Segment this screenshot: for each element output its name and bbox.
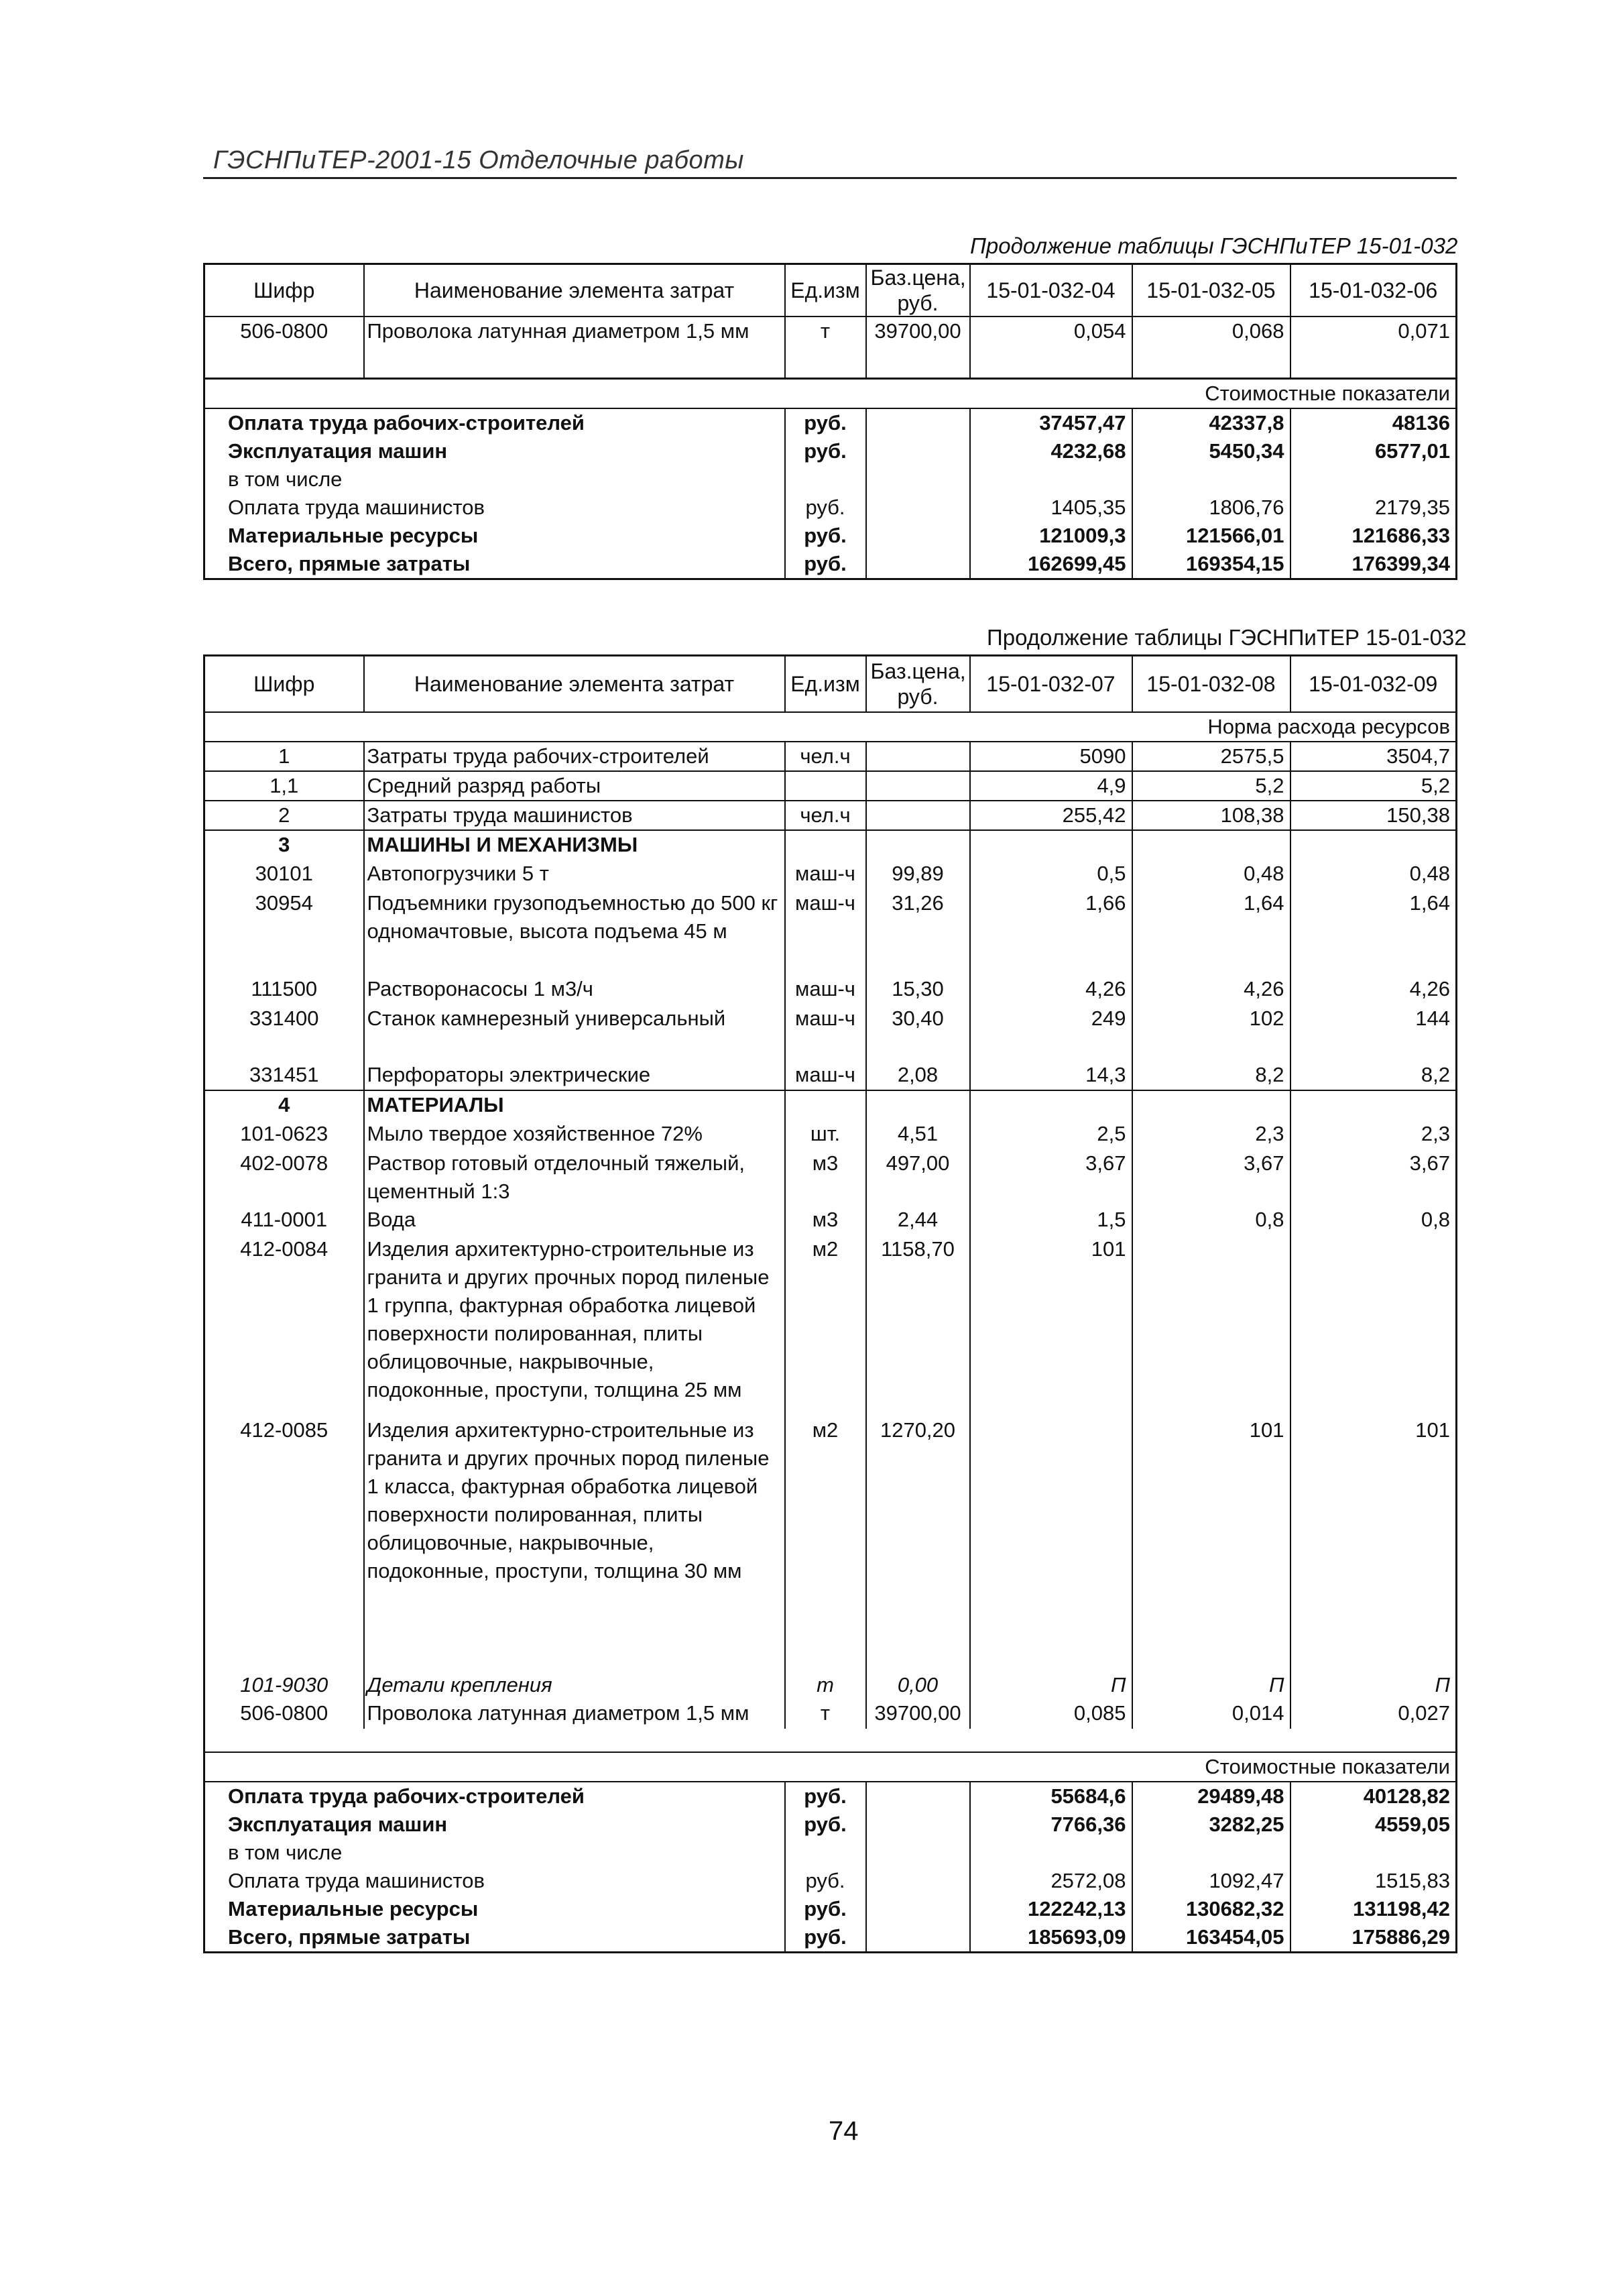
row-v3: 5,2: [1290, 771, 1457, 801]
row-v1: [970, 830, 1132, 860]
row-v1: 162699,45: [970, 550, 1132, 579]
row-code: 412-0085: [204, 1416, 364, 1617]
table-row: [204, 1895, 1457, 1923]
row-v1: 4,26: [970, 975, 1132, 1005]
table2-header-row: [204, 656, 1457, 712]
row-v1: 249: [970, 1005, 1132, 1034]
gap-cell: [1132, 1034, 1290, 1061]
row-unit: м3: [785, 1206, 866, 1235]
row-name: Вода: [364, 1206, 785, 1235]
row-v2: 1092,47: [1132, 1867, 1290, 1895]
table-row: [204, 1923, 1457, 1953]
row-v2: 108,38: [1132, 801, 1290, 830]
row-v2: 3282,25: [1132, 1811, 1290, 1839]
row-v2: 0,014: [1132, 1699, 1290, 1729]
row-name: в том числе: [204, 465, 785, 494]
row-v3: 0,48: [1290, 860, 1457, 889]
row-v3: [1290, 1839, 1457, 1867]
row-v1: 0,054: [970, 317, 1132, 378]
row-v1: 185693,09: [970, 1923, 1132, 1953]
row-code: 111500: [204, 975, 364, 1005]
row-v1: 2,5: [970, 1120, 1132, 1149]
row-name: Оплата труда машинистов: [204, 1867, 785, 1895]
gap-cell: [1290, 1034, 1457, 1061]
table-row: [204, 1416, 1457, 1617]
gap-cell: [1290, 948, 1457, 975]
table-row: [204, 437, 1457, 465]
table-row: [204, 1839, 1457, 1867]
row-v3: 131198,42: [1290, 1895, 1457, 1923]
row-unit: руб.: [785, 1923, 866, 1953]
row-v1: 0,085: [970, 1699, 1132, 1729]
row-code: 506-0800: [204, 317, 364, 378]
row-v2: 4,26: [1132, 975, 1290, 1005]
row-v3: [1290, 1090, 1457, 1120]
row-unit: руб.: [785, 550, 866, 579]
table-row: [204, 889, 1457, 948]
row-v1: 0,5: [970, 860, 1132, 889]
row-name: Изделия архитектурно-строительные из гранита и других прочных пород пиленые 1 класса, фактурная обработка лицевой поверхности полированная, плиты облицовочные, накрывочные, подоконные, проступи, толщина 30 мм: [364, 1416, 785, 1617]
row-code: 4: [204, 1090, 364, 1120]
table-row: [204, 830, 1457, 860]
empty-cell: [866, 1923, 970, 1953]
row-price: [866, 771, 970, 801]
row-v2: [1132, 830, 1290, 860]
row-code: 2: [204, 801, 364, 830]
col-header-v1: 15-01-032-07: [970, 656, 1132, 712]
table-row: [204, 1120, 1457, 1149]
row-v3: 144: [1290, 1005, 1457, 1034]
row-unit: маш-ч: [785, 1005, 866, 1034]
row-v1: П: [970, 1671, 1132, 1699]
row-name: Затраты труда машинистов: [364, 801, 785, 830]
table2: [203, 654, 1457, 1953]
col-header-unit: Ед.изм: [785, 656, 866, 712]
row-v1: 255,42: [970, 801, 1132, 830]
row-price: [866, 1090, 970, 1120]
row-v3: 0,027: [1290, 1699, 1457, 1729]
row-v1: 101: [970, 1235, 1132, 1416]
row-code: 1: [204, 742, 364, 771]
row-name: Растворонасосы 1 м3/ч: [364, 975, 785, 1005]
col-header-name: Наименование элемента затрат: [364, 264, 785, 317]
row-v2: 101: [1132, 1416, 1290, 1617]
row-name: в том числе: [204, 1839, 785, 1867]
page-number: 74: [829, 2116, 859, 2146]
table-row: [204, 1061, 1457, 1090]
row-v1: 121009,3: [970, 522, 1132, 550]
row-v3: 2,3: [1290, 1120, 1457, 1149]
row-v2: 5450,34: [1132, 437, 1290, 465]
gap-cell: [364, 948, 785, 975]
row-v3: [1290, 1235, 1457, 1416]
row-code: 3: [204, 830, 364, 860]
row-v1: 55684,6: [970, 1782, 1132, 1811]
row-v2: 2,3: [1132, 1120, 1290, 1149]
spacer-cell: [204, 1729, 1457, 1752]
row-unit: [785, 1839, 866, 1867]
row-v2: 121566,01: [1132, 522, 1290, 550]
row-code: 1,1: [204, 771, 364, 801]
section-label: Норма расхода ресурсов: [204, 712, 1457, 742]
table-row: [204, 742, 1457, 771]
row-unit: м2: [785, 1416, 866, 1617]
row-code: 506-0800: [204, 1699, 364, 1729]
row-v1: 14,3: [970, 1061, 1132, 1090]
row-v1: 1405,35: [970, 494, 1132, 522]
row-unit: руб.: [785, 1782, 866, 1811]
row-unit: м2: [785, 1235, 866, 1416]
row-unit: т: [785, 1699, 866, 1729]
gap-cell: [204, 1034, 364, 1061]
table1: [203, 263, 1457, 580]
table-row: [204, 860, 1457, 889]
row-code: 331400: [204, 1005, 364, 1034]
gap-cell: [785, 948, 866, 975]
row-unit: маш-ч: [785, 975, 866, 1005]
row-name: Мыло твердое хозяйственное 72%: [364, 1120, 785, 1149]
row-v3: 0,071: [1290, 317, 1457, 378]
table-row: [204, 522, 1457, 550]
row-price: [866, 830, 970, 860]
gap-cell: [866, 1034, 970, 1061]
row-unit: т: [785, 1671, 866, 1699]
row-v2: 0,48: [1132, 860, 1290, 889]
row-v2: [1132, 1235, 1290, 1416]
row-name: Детали крепления: [364, 1671, 785, 1699]
row-unit: чел.ч: [785, 742, 866, 771]
row-v3: 4559,05: [1290, 1811, 1457, 1839]
section-row: [204, 712, 1457, 742]
gap-cell: [204, 948, 364, 975]
row-name: Подъемники грузоподъемностью до 500 кг одномачтовые, высота подъема 45 м: [364, 889, 785, 948]
col-header-price: Баз.цена, руб.: [866, 264, 970, 317]
table-row: [204, 408, 1457, 437]
table1-header-row: [204, 264, 1457, 317]
row-v2: 1,64: [1132, 889, 1290, 948]
row-v3: 3,67: [1290, 1149, 1457, 1206]
empty-cell: [866, 1811, 970, 1839]
table-row: [204, 494, 1457, 522]
section-row: [204, 378, 1457, 408]
row-v2: [1132, 1839, 1290, 1867]
row-code: 30954: [204, 889, 364, 948]
row-unit: руб.: [785, 522, 866, 550]
row-price: [866, 742, 970, 771]
table-row: [204, 1699, 1457, 1729]
row-unit: [785, 465, 866, 494]
row-v3: 0,8: [1290, 1206, 1457, 1235]
row-price: [866, 801, 970, 830]
col-header-v2: 15-01-032-05: [1132, 264, 1290, 317]
row-v1: 1,66: [970, 889, 1132, 948]
row-name: Средний разряд работы: [364, 771, 785, 801]
running-header: ГЭСНПиТЕР-2001-15 Отделочные работы: [213, 146, 744, 174]
row-name: Материальные ресурсы: [204, 522, 785, 550]
row-name: МАТЕРИАЛЫ: [364, 1090, 785, 1120]
table-row: [204, 1005, 1457, 1034]
row-v3: 2179,35: [1290, 494, 1457, 522]
row-unit: [785, 830, 866, 860]
row-name: Проволока латунная диаметром 1,5 мм: [364, 317, 785, 378]
row-v1: 2572,08: [970, 1867, 1132, 1895]
section-label: Стоимостные показатели: [204, 378, 1457, 408]
row-v3: 48136: [1290, 408, 1457, 437]
row-v2: 130682,32: [1132, 1895, 1290, 1923]
row-code: 101-0623: [204, 1120, 364, 1149]
row-v3: 101: [1290, 1416, 1457, 1617]
row-v2: 163454,05: [1132, 1923, 1290, 1953]
empty-cell: [866, 1839, 970, 1867]
table-row: [204, 1235, 1457, 1416]
row-unit: чел.ч: [785, 801, 866, 830]
row-v3: 150,38: [1290, 801, 1457, 830]
row-v1: 4,9: [970, 771, 1132, 801]
row-price: 1158,70: [866, 1235, 970, 1416]
empty-cell: [866, 408, 970, 437]
table-row: [204, 801, 1457, 830]
row-name: Оплата труда рабочих-строителей: [204, 1782, 785, 1811]
table-row: [204, 1206, 1457, 1235]
gap-cell: [785, 1617, 866, 1671]
row-name: Оплата труда машинистов: [204, 494, 785, 522]
row-v1: [970, 1416, 1132, 1617]
row-price: 0,00: [866, 1671, 970, 1699]
row-unit: руб.: [785, 1895, 866, 1923]
row-price: 39700,00: [866, 1699, 970, 1729]
row-v2: 5,2: [1132, 771, 1290, 801]
table-row: [204, 550, 1457, 579]
empty-cell: [866, 522, 970, 550]
table-row: [204, 1867, 1457, 1895]
gap-cell: [1132, 1617, 1290, 1671]
table2-caption: Продолжение таблицы ГЭСНПиТЕР 15-01-032: [987, 625, 1467, 650]
cost-section-label: Стоимостные показатели: [204, 1752, 1457, 1782]
row-unit: шт.: [785, 1120, 866, 1149]
row-name: Всего, прямые затраты: [204, 550, 785, 579]
row-unit: маш-ч: [785, 860, 866, 889]
row-v1: [970, 465, 1132, 494]
row-v1: 3,67: [970, 1149, 1132, 1206]
gap-cell: [204, 1617, 364, 1671]
row-v2: 0,068: [1132, 317, 1290, 378]
row-price: 2,44: [866, 1206, 970, 1235]
row-v1: 122242,13: [970, 1895, 1132, 1923]
row-v1: 7766,36: [970, 1811, 1132, 1839]
col-header-v1: 15-01-032-04: [970, 264, 1132, 317]
row-name: Станок камнерезный универсальный: [364, 1005, 785, 1034]
row-name: Изделия архитектурно-строительные из гранита и других прочных пород пиленые 1 группа, фактурная обработка лицевой поверхности полированная, плиты облицовочные, накрывочные, подоконные, проступи, толщина 25 мм: [364, 1235, 785, 1416]
row-name: Раствор готовый отделочный тяжелый, цементный 1:3: [364, 1149, 785, 1206]
gap-cell: [785, 1034, 866, 1061]
row-name: Эксплуатация машин: [204, 437, 785, 465]
table-row: [204, 1671, 1457, 1699]
row-v2: 29489,48: [1132, 1782, 1290, 1811]
row-price: 39700,00: [866, 317, 970, 378]
col-header-v2: 15-01-032-08: [1132, 656, 1290, 712]
row-price: 15,30: [866, 975, 970, 1005]
row-name: Проволока латунная диаметром 1,5 мм: [364, 1699, 785, 1729]
header-rule: [203, 177, 1457, 179]
row-price: 1270,20: [866, 1416, 970, 1617]
row-price: 2,08: [866, 1061, 970, 1090]
row-v2: 2575,5: [1132, 742, 1290, 771]
gap-cell: [866, 1617, 970, 1671]
row-v3: 4,26: [1290, 975, 1457, 1005]
gap-row: [204, 1034, 1457, 1061]
row-v2: 169354,15: [1132, 550, 1290, 579]
row-unit: руб.: [785, 494, 866, 522]
row-v2: 0,8: [1132, 1206, 1290, 1235]
row-v1: 37457,47: [970, 408, 1132, 437]
table-row: [204, 1811, 1457, 1839]
row-unit: маш-ч: [785, 889, 866, 948]
table1-caption: Продолжение таблицы ГЭСНПиТЕР 15-01-032: [970, 233, 1458, 258]
row-v2: 42337,8: [1132, 408, 1290, 437]
gap-cell: [364, 1617, 785, 1671]
row-v2: 102: [1132, 1005, 1290, 1034]
spacer-row: [204, 1729, 1457, 1752]
gap-row: [204, 948, 1457, 975]
row-unit: руб.: [785, 1811, 866, 1839]
row-name: Автопогрузчики 5 т: [364, 860, 785, 889]
row-code: 412-0084: [204, 1235, 364, 1416]
col-header-price: Баз.цена, руб.: [866, 656, 970, 712]
row-v1: 4232,68: [970, 437, 1132, 465]
row-price: 30,40: [866, 1005, 970, 1034]
col-header-code: Шифр: [204, 656, 364, 712]
row-v3: 6577,01: [1290, 437, 1457, 465]
gap-row: [204, 1617, 1457, 1671]
empty-cell: [866, 1867, 970, 1895]
row-v1: 5090: [970, 742, 1132, 771]
empty-cell: [866, 550, 970, 579]
row-v3: П: [1290, 1671, 1457, 1699]
gap-cell: [364, 1034, 785, 1061]
table-row: [204, 317, 1457, 378]
row-v2: [1132, 465, 1290, 494]
row-v3: 40128,82: [1290, 1782, 1457, 1811]
row-v3: [1290, 465, 1457, 494]
col-header-code: Шифр: [204, 264, 364, 317]
row-code: 101-9030: [204, 1671, 364, 1699]
row-unit: руб.: [785, 1867, 866, 1895]
row-v3: 176399,34: [1290, 550, 1457, 579]
row-unit: руб.: [785, 437, 866, 465]
row-unit: [785, 1090, 866, 1120]
table-row: [204, 465, 1457, 494]
col-header-v3: 15-01-032-06: [1290, 264, 1457, 317]
row-name: Материальные ресурсы: [204, 1895, 785, 1923]
row-code: 402-0078: [204, 1149, 364, 1206]
table-row: [204, 975, 1457, 1005]
table-row: [204, 1149, 1457, 1206]
row-name: Затраты труда рабочих-строителей: [364, 742, 785, 771]
row-unit: руб.: [785, 408, 866, 437]
gap-cell: [1132, 948, 1290, 975]
row-v1: [970, 1839, 1132, 1867]
col-header-v3: 15-01-032-09: [1290, 656, 1457, 712]
section-row: [204, 1752, 1457, 1782]
empty-cell: [866, 1895, 970, 1923]
table-row: [204, 1090, 1457, 1120]
empty-cell: [866, 437, 970, 465]
row-v2: 3,67: [1132, 1149, 1290, 1206]
row-v2: П: [1132, 1671, 1290, 1699]
row-v3: [1290, 830, 1457, 860]
row-unit: [785, 771, 866, 801]
row-name: Перфораторы электрические: [364, 1061, 785, 1090]
gap-cell: [970, 948, 1132, 975]
row-name: Всего, прямые затраты: [204, 1923, 785, 1953]
row-v2: [1132, 1090, 1290, 1120]
empty-cell: [866, 494, 970, 522]
row-name: Эксплуатация машин: [204, 1811, 785, 1839]
row-price: 31,26: [866, 889, 970, 948]
table-row: [204, 771, 1457, 801]
row-code: 411-0001: [204, 1206, 364, 1235]
row-code: 30101: [204, 860, 364, 889]
row-price: 99,89: [866, 860, 970, 889]
row-price: 4,51: [866, 1120, 970, 1149]
row-v3: 1515,83: [1290, 1867, 1457, 1895]
row-v3: 121686,33: [1290, 522, 1457, 550]
row-unit: м3: [785, 1149, 866, 1206]
col-header-unit: Ед.изм: [785, 264, 866, 317]
row-name: МАШИНЫ И МЕХАНИЗМЫ: [364, 830, 785, 860]
row-unit: т: [785, 317, 866, 378]
row-name: Оплата труда рабочих-строителей: [204, 408, 785, 437]
row-unit: маш-ч: [785, 1061, 866, 1090]
empty-cell: [866, 1782, 970, 1811]
gap-cell: [866, 948, 970, 975]
empty-cell: [866, 465, 970, 494]
table-row: [204, 1782, 1457, 1811]
col-header-name: Наименование элемента затрат: [364, 656, 785, 712]
gap-cell: [970, 1034, 1132, 1061]
row-v3: 1,64: [1290, 889, 1457, 948]
row-v3: 3504,7: [1290, 742, 1457, 771]
row-v2: 8,2: [1132, 1061, 1290, 1090]
row-code: 331451: [204, 1061, 364, 1090]
row-v1: 1,5: [970, 1206, 1132, 1235]
row-v2: 1806,76: [1132, 494, 1290, 522]
gap-cell: [970, 1617, 1132, 1671]
row-v1: [970, 1090, 1132, 1120]
row-v3: 8,2: [1290, 1061, 1457, 1090]
row-price: 497,00: [866, 1149, 970, 1206]
row-v3: 175886,29: [1290, 1923, 1457, 1953]
gap-cell: [1290, 1617, 1457, 1671]
